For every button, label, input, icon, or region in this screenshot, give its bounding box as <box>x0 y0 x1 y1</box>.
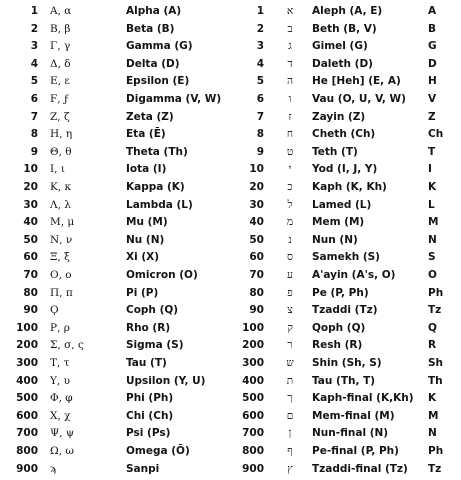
table-row <box>0 91 461 108</box>
hebrew-name: Kaph-final (K,Kh) <box>312 392 414 405</box>
greek-number: 2 <box>30 22 38 35</box>
hebrew-name: Nun (N) <box>312 233 358 246</box>
hebrew-number: 80 <box>249 286 264 299</box>
hebrew-number: 100 <box>242 321 264 334</box>
hebrew-name: Mem-final (M) <box>312 409 395 422</box>
greek-number: 1 <box>30 5 38 17</box>
latin-equivalent: L <box>428 198 435 211</box>
greek-name: Pi (P) <box>126 286 159 299</box>
greek-name: Digamma (V, W) <box>126 93 222 105</box>
greek-number: 30 <box>23 198 38 211</box>
hebrew-name: Kaph (K, Kh) <box>312 181 387 193</box>
hebrew-number: 4 <box>256 57 264 70</box>
table-row <box>0 56 461 73</box>
greek-letter: Ν, ν <box>50 233 73 246</box>
hebrew-number: 5 <box>256 75 264 88</box>
greek-letter: Δ, δ <box>50 57 71 70</box>
hebrew-name: Tzaddi (Tz) <box>312 304 378 317</box>
greek-name: Tau (T) <box>126 357 167 369</box>
greek-letter: Ζ, ζ <box>50 110 70 123</box>
hebrew-number: 3 <box>256 40 264 53</box>
hebrew-name: Gimel (G) <box>312 40 368 53</box>
greek-number: 100 <box>16 321 38 334</box>
table-row <box>0 337 461 354</box>
hebrew-name: He [Heh] (E, A) <box>312 75 401 88</box>
hebrew-number: 6 <box>256 93 264 105</box>
greek-name: Alpha (A) <box>126 5 182 17</box>
hebrew-number: 8 <box>256 128 264 141</box>
latin-equivalent: Z <box>428 110 436 123</box>
table-row <box>0 3 461 20</box>
latin-equivalent: Tz <box>428 462 442 475</box>
hebrew-letter: ל <box>287 198 293 211</box>
greek-number: 20 <box>23 181 38 193</box>
table-row <box>0 161 461 178</box>
hebrew-name: Lamed (L) <box>312 198 372 211</box>
hebrew-number: 200 <box>242 339 264 352</box>
table-row <box>0 232 461 249</box>
greek-number: 8 <box>30 128 38 141</box>
greek-number: 800 <box>16 445 38 457</box>
hebrew-number: 50 <box>249 233 264 246</box>
greek-name: Eta (Ē) <box>126 128 166 141</box>
table-row <box>0 302 461 319</box>
hebrew-number: 500 <box>242 392 264 405</box>
latin-equivalent: K <box>428 392 437 405</box>
greek-number: 80 <box>23 286 38 299</box>
table-row <box>0 425 461 442</box>
greek-letter: Μ, μ <box>50 216 75 229</box>
hebrew-letter: י <box>288 163 292 176</box>
latin-equivalent: Q <box>428 321 437 334</box>
hebrew-name: Resh (R) <box>312 339 363 352</box>
hebrew-name: Cheth (Ch) <box>312 128 376 141</box>
greek-name: Gamma (G) <box>126 40 193 53</box>
greek-name: Psi (Ps) <box>126 427 171 440</box>
greek-letter: Τ, τ <box>50 357 70 369</box>
greek-name: Rho (R) <box>126 321 171 334</box>
greek-letter: Β, β <box>50 22 71 35</box>
greek-letter: Υ, υ <box>50 374 70 387</box>
greek-letter: Ι, ι <box>50 163 65 176</box>
hebrew-name: Tau (Th, T) <box>312 374 376 387</box>
table-row <box>0 461 461 478</box>
hebrew-name: Daleth (D) <box>312 57 373 70</box>
greek-number: 60 <box>23 251 38 264</box>
latin-equivalent: Tz <box>428 304 442 317</box>
hebrew-number: 600 <box>242 409 264 422</box>
hebrew-name: Beth (B, V) <box>312 22 377 35</box>
table-row <box>0 355 461 372</box>
latin-equivalent: D <box>428 57 437 70</box>
greek-letter: Θ, θ <box>50 145 72 158</box>
greek-name: Sanpi <box>126 462 160 475</box>
hebrew-number: 10 <box>249 163 264 176</box>
hebrew-name: Teth (T) <box>312 145 358 158</box>
hebrew-name: Zayin (Z) <box>312 110 366 123</box>
hebrew-letter: ב <box>287 22 293 35</box>
latin-equivalent: V <box>428 93 437 105</box>
table-row <box>0 285 461 302</box>
table-row <box>0 126 461 143</box>
latin-equivalent: M <box>428 409 439 422</box>
hebrew-name: Aleph (A, E) <box>312 5 383 17</box>
greek-number: 500 <box>16 392 38 405</box>
greek-letter: Ψ, ψ <box>50 427 75 440</box>
hebrew-number: 60 <box>249 251 264 264</box>
greek-number: 600 <box>16 409 38 422</box>
greek-name: Beta (B) <box>126 22 175 35</box>
hebrew-letter: ס <box>287 251 293 264</box>
hebrew-name: Pe (P, Ph) <box>312 286 369 299</box>
hebrew-number: 1 <box>256 5 264 17</box>
table-row <box>0 249 461 266</box>
greek-name: Theta (Th) <box>126 145 188 158</box>
hebrew-number: 7 <box>256 110 264 123</box>
hebrew-letter: ט <box>286 145 294 158</box>
hebrew-name: A'ayin (A's, O) <box>312 269 396 281</box>
greek-number: 9 <box>30 145 38 158</box>
latin-equivalent: R <box>428 339 437 352</box>
hebrew-name: Nun-final (N) <box>312 427 389 440</box>
latin-equivalent: A <box>428 5 437 17</box>
greek-letter: Ξ, ξ <box>50 251 70 264</box>
greek-name: Upsilon (Y, U) <box>126 374 206 387</box>
latin-equivalent: K <box>428 181 437 193</box>
hebrew-name: Pe-final (P, Ph) <box>312 445 399 457</box>
greek-letter: ϡ <box>50 462 57 475</box>
greek-letter: Κ, κ <box>50 181 72 193</box>
greek-name: Epsilon (E) <box>126 75 190 88</box>
table-row <box>0 73 461 90</box>
hebrew-letter: פ <box>287 286 293 299</box>
table-row <box>0 443 461 460</box>
greek-number: 400 <box>16 374 38 387</box>
greek-name: Lambda (L) <box>126 198 193 211</box>
table-row <box>0 320 461 337</box>
latin-equivalent: T <box>428 145 436 158</box>
greek-name: Mu (M) <box>126 216 168 229</box>
greek-name: Delta (D) <box>126 57 180 70</box>
hebrew-letter: ן <box>288 427 292 440</box>
latin-equivalent: Ph <box>428 445 444 457</box>
hebrew-letter: ח <box>286 128 294 141</box>
latin-equivalent: Sh <box>428 357 444 369</box>
greek-number: 7 <box>30 110 38 123</box>
hebrew-letter: ף <box>287 445 293 457</box>
greek-number: 4 <box>30 57 38 70</box>
table-row <box>0 373 461 390</box>
greek-letter: Π, π <box>50 286 73 299</box>
hebrew-name: Yod (I, J, Y) <box>312 163 378 176</box>
greek-letter: Φ, φ <box>50 392 73 405</box>
greek-letter: Λ, λ <box>50 198 71 211</box>
latin-equivalent: Th <box>428 374 443 387</box>
hebrew-name: Tzaddi-final (Tz) <box>312 462 408 475</box>
table-row <box>0 21 461 38</box>
hebrew-letter: ו <box>288 93 292 105</box>
greek-number: 700 <box>16 427 38 440</box>
greek-name: Chi (Ch) <box>126 409 174 422</box>
greek-name: Sigma (S) <box>126 339 184 352</box>
greek-number: 50 <box>23 233 38 246</box>
greek-number: 6 <box>30 93 38 105</box>
latin-equivalent: G <box>428 40 437 53</box>
hebrew-letter: מ <box>286 216 294 229</box>
latin-equivalent: M <box>428 216 439 229</box>
latin-equivalent: Ch <box>428 128 444 141</box>
table-row <box>0 267 461 284</box>
hebrew-number: 900 <box>242 462 264 475</box>
hebrew-letter: א <box>286 5 294 17</box>
greek-number: 70 <box>23 269 38 281</box>
greek-letter: Ε, ε <box>50 75 70 88</box>
greek-name: Nu (N) <box>126 233 165 246</box>
greek-letter: Ω, ω <box>50 445 74 457</box>
greek-letter: Α, α <box>50 5 72 17</box>
greek-number: 10 <box>23 163 38 176</box>
hebrew-letter: ץ <box>287 462 293 475</box>
greek-letter: Ϝ, ϝ <box>50 93 69 105</box>
latin-equivalent: B <box>428 22 437 35</box>
latin-equivalent: I <box>428 163 432 176</box>
hebrew-number: 9 <box>256 145 264 158</box>
table-row <box>0 38 461 55</box>
greek-name: Xi (X) <box>126 251 160 264</box>
hebrew-letter: נ <box>288 233 292 246</box>
hebrew-letter: ז <box>288 110 292 123</box>
greek-letter: Σ, σ, ς <box>50 339 84 352</box>
hebrew-letter: ק <box>287 321 293 334</box>
greek-letter: Ο, ο <box>50 269 72 281</box>
hebrew-letter: כ <box>287 181 293 193</box>
hebrew-name: Shin (Sh, S) <box>312 357 382 369</box>
greek-letter: Γ, γ <box>50 40 71 53</box>
greek-name: Zeta (Z) <box>126 110 174 123</box>
hebrew-number: 90 <box>249 304 264 317</box>
table-row <box>0 408 461 425</box>
greek-number: 300 <box>16 357 38 369</box>
latin-equivalent: O <box>428 269 437 281</box>
latin-equivalent: Ph <box>428 286 444 299</box>
greek-letter: Η, η <box>50 128 73 141</box>
table-row <box>0 144 461 161</box>
hebrew-letter: ה <box>286 75 294 88</box>
latin-equivalent: S <box>428 251 436 264</box>
table-row <box>0 109 461 126</box>
hebrew-letter: ע <box>287 269 293 281</box>
hebrew-number: 800 <box>242 445 264 457</box>
hebrew-name: Vau (O, U, V, W) <box>312 93 406 105</box>
hebrew-number: 70 <box>249 269 264 281</box>
greek-number: 5 <box>30 75 38 88</box>
greek-number: 40 <box>23 216 38 229</box>
greek-number: 900 <box>16 462 38 475</box>
hebrew-letter: ם <box>286 409 294 422</box>
hebrew-number: 400 <box>242 374 264 387</box>
table-row <box>0 390 461 407</box>
greek-name: Omega (Ō) <box>126 445 190 457</box>
hebrew-number: 40 <box>249 216 264 229</box>
hebrew-name: Samekh (S) <box>312 251 380 264</box>
hebrew-number: 30 <box>249 198 264 211</box>
hebrew-letter: ך <box>287 392 293 405</box>
greek-letter: Ϙ <box>50 304 59 317</box>
hebrew-number: 300 <box>242 357 264 369</box>
table-row <box>0 214 461 231</box>
table-row <box>0 197 461 214</box>
hebrew-letter: ש <box>286 357 294 369</box>
hebrew-name: Mem (M) <box>312 216 365 229</box>
greek-number: 90 <box>23 304 38 317</box>
latin-equivalent: N <box>428 427 437 440</box>
greek-number: 3 <box>30 40 38 53</box>
hebrew-name: Qoph (Q) <box>312 321 366 334</box>
greek-number: 200 <box>16 339 38 352</box>
hebrew-number: 20 <box>249 181 264 193</box>
greek-letter: Χ, χ <box>50 409 71 422</box>
latin-equivalent: N <box>428 233 437 246</box>
hebrew-letter: ג <box>288 40 292 53</box>
greek-letter: Ρ, ρ <box>50 321 70 334</box>
greek-name: Iota (I) <box>126 163 167 176</box>
hebrew-number: 2 <box>256 22 264 35</box>
greek-name: Phi (Ph) <box>126 392 174 405</box>
greek-name: Kappa (K) <box>126 181 185 193</box>
hebrew-letter: ת <box>286 374 294 387</box>
latin-equivalent: H <box>428 75 437 88</box>
hebrew-letter: ר <box>287 339 293 352</box>
greek-name: Omicron (O) <box>126 269 198 281</box>
hebrew-letter: צ <box>287 304 293 317</box>
hebrew-letter: ד <box>287 57 293 70</box>
hebrew-number: 700 <box>242 427 264 440</box>
table-row <box>0 179 461 196</box>
greek-name: Coph (Q) <box>126 304 179 317</box>
